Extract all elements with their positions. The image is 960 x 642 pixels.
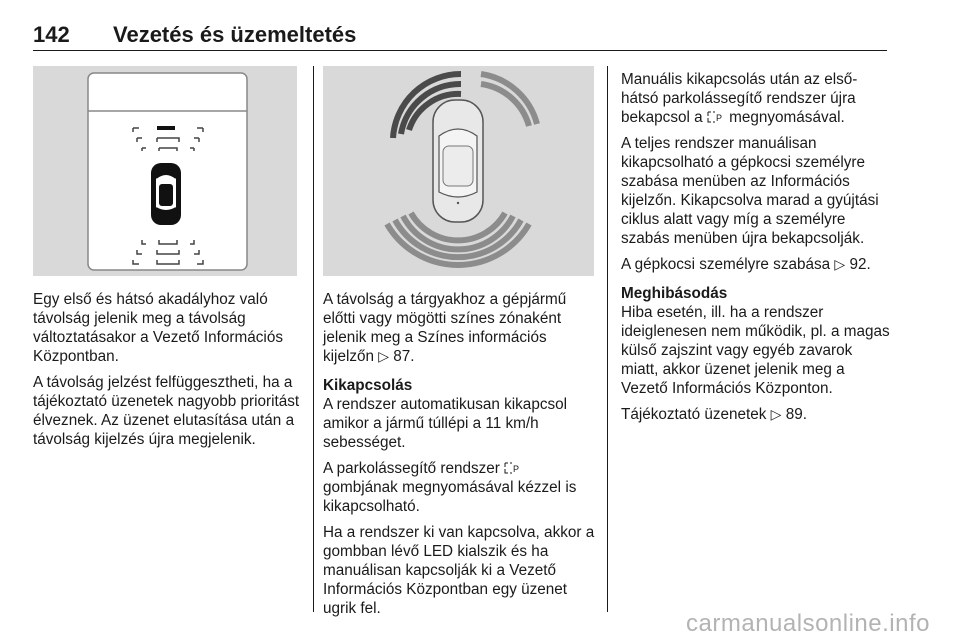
colour-zones-illustration bbox=[323, 66, 594, 276]
svg-text:P: P bbox=[715, 113, 722, 123]
page-number: 142 bbox=[33, 22, 70, 47]
paragraph-text: A gépkocsi személyre szabása bbox=[621, 256, 831, 273]
park-assist-button-icon bbox=[504, 462, 522, 474]
page-header bbox=[33, 22, 887, 51]
page-title: Vezetés és üzemeltetés bbox=[113, 22, 357, 47]
paragraph: Hiba esetén, ill. ha a rendszer ideiglenesen nem működik, pl. a magas külső zajszint vagy egyéb zavarok miatt, akkor üzenet jelenik meg a Vezető Információs Központon. bbox=[621, 304, 890, 397]
column-1 bbox=[33, 290, 303, 456]
park-assist-button-icon bbox=[707, 111, 725, 123]
paragraph: A teljes rendszer manuálisan kikapcsolható a gépkocsi személyre szabása menüben az Információs kijelzőn. Kikapcsolva marad a gyújtási ciklus alatt vagy míg a személyre szabás menüben újra bekapcsolják. bbox=[621, 135, 879, 247]
column-divider-1 bbox=[313, 66, 314, 612]
reference-triangle-icon: ▷ bbox=[834, 256, 846, 272]
dic-display-illustration bbox=[33, 66, 297, 276]
paragraph bbox=[621, 405, 891, 424]
section-heading-kikapcsolas: Kikapcsolás bbox=[323, 377, 413, 394]
paragraph bbox=[621, 70, 891, 127]
paragraph-text: gombjának megnyomásával kézzel is kikapcsolható. bbox=[323, 479, 577, 515]
paragraph-text: megnyomásával. bbox=[729, 109, 845, 126]
figure-colour-display bbox=[323, 66, 594, 276]
paragraph-text: A távolság a tárgyakhoz a gépjármű előtti vagy mögötti színes zónaként jelenik meg a Színes információs kijelzőn bbox=[323, 291, 567, 365]
paragraph: A távolság jelzést felfüggesztheti, ha a tájékoztató üzenetek nagyobb prioritást élveznek. Az üzenet elutasítása után a távolság kijelzés újra megjelenik. bbox=[33, 374, 300, 448]
watermark: carmanualsonline.info bbox=[686, 610, 930, 637]
reference-triangle-icon: ▷ bbox=[378, 348, 390, 364]
front-active-bar bbox=[157, 126, 175, 130]
paragraph: Ha a rendszer ki van kapcsolva, akkor a gombban lévő LED kialszik és ha manuálisan kapcsolják ki a Vezető Információs Központban egy üzenet ugrik fel. bbox=[323, 524, 595, 617]
page-reference[interactable]: 89. bbox=[785, 406, 807, 423]
reference-triangle-icon: ▷ bbox=[770, 406, 782, 422]
section-heading-meghibasodas: Meghibásodás bbox=[621, 285, 728, 302]
car-icon bbox=[151, 163, 181, 225]
column-3 bbox=[621, 70, 891, 431]
car-top-view bbox=[433, 100, 483, 222]
paragraph-text: Tájékoztató üzenetek bbox=[621, 406, 767, 423]
paragraph bbox=[323, 290, 597, 366]
page-reference[interactable]: 92. bbox=[849, 256, 871, 273]
paragraph bbox=[621, 255, 891, 274]
column-divider-2 bbox=[607, 66, 608, 612]
paragraph-text: Manuális kikapcsolás után az első-hátsó parkolássegítő rendszer újra bekapcsol a bbox=[621, 71, 858, 126]
svg-text:P: P bbox=[513, 464, 520, 474]
paragraph-text: A parkolássegítő rendszer bbox=[323, 460, 500, 477]
paragraph: A rendszer automatikusan kikapcsol amikor a jármű túllépi a 11 km/h sebességet. bbox=[323, 396, 568, 451]
column-2 bbox=[323, 290, 597, 625]
figure-dic-display bbox=[33, 66, 297, 276]
paragraph: Egy első és hátsó akadályhoz való távolság jelenik meg a távolság változtatásakor a Vezető Információs Központban. bbox=[33, 291, 283, 365]
paragraph bbox=[323, 459, 597, 516]
page-reference[interactable]: 87. bbox=[393, 348, 415, 365]
